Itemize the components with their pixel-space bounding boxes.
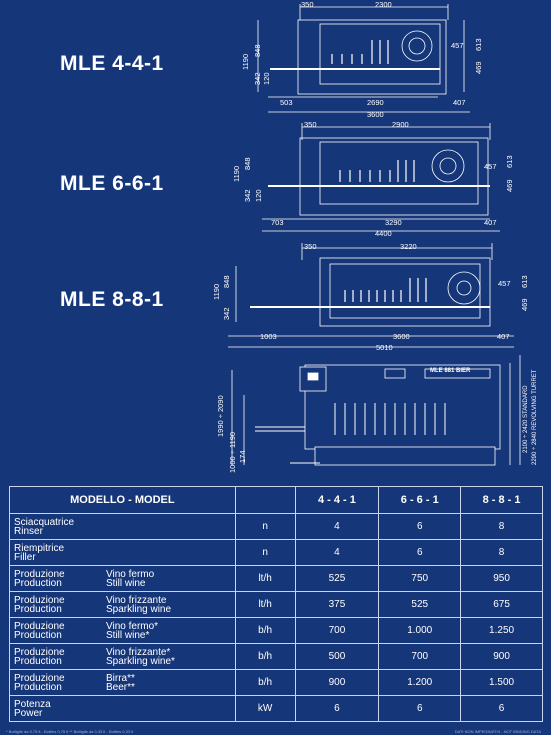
row-value-2: 6 <box>379 514 461 540</box>
dim-h3: 174 <box>238 450 247 463</box>
dim-top-b: 2300 <box>375 0 392 9</box>
dim-h1: 1190 <box>232 165 241 182</box>
dim-h3: 342 <box>222 307 231 320</box>
row-value-3: 8 <box>461 540 543 566</box>
row-value-3: 1.500 <box>461 670 543 696</box>
dim-r1: 457 <box>484 162 497 171</box>
header-col-3: 8 - 8 - 1 <box>461 487 543 514</box>
row-value-1: 500 <box>295 644 379 670</box>
table-row <box>10 618 543 644</box>
header-col-2: 6 - 6 - 1 <box>379 487 461 514</box>
row-value-3: 6 <box>461 696 543 722</box>
drawing-front-view <box>0 355 551 483</box>
dim-b3: 407 <box>453 98 466 107</box>
model-title-6-6-1: MLE 6-6-1 <box>60 172 164 195</box>
row-label: Produzione Production Birra** Beer** <box>10 670 236 696</box>
row-value-2: 1.000 <box>379 618 461 644</box>
row-value-1: 4 <box>295 514 379 540</box>
row-value-2: 525 <box>379 592 461 618</box>
dim-top-a: 350 <box>304 120 317 129</box>
dim-b3: 407 <box>497 332 510 341</box>
dim-b3: 407 <box>484 218 497 227</box>
dim-top-b: 3220 <box>400 242 417 251</box>
dim-r3: 469 <box>505 179 514 192</box>
table-row <box>10 514 543 540</box>
dim-top-a: 350 <box>301 0 314 9</box>
machine-front-outline <box>0 355 551 483</box>
dim-r1: 2100 ÷ 2420 STANDARD <box>523 385 529 453</box>
dim-r1: 457 <box>451 41 464 50</box>
dim-b1: 503 <box>280 98 293 107</box>
table-header-row <box>10 487 543 514</box>
row-value-1: 700 <box>295 618 379 644</box>
dim-r2: 613 <box>474 38 483 51</box>
drawing-mle-6-6-1 <box>0 120 551 240</box>
row-label: Sciacquatrice Rinser <box>10 514 236 540</box>
row-unit: n <box>235 514 295 540</box>
row-label: Produzione Production Vino frizzante Sparkling wine <box>10 592 236 618</box>
dim-b2: 3290 <box>385 218 402 227</box>
row-value-2: 700 <box>379 644 461 670</box>
row-value-1: 4 <box>295 540 379 566</box>
row-value-2: 6 <box>379 696 461 722</box>
dim-h2: 848 <box>222 275 231 288</box>
header-model: MODELLO - MODEL <box>10 487 236 514</box>
row-unit: b/h <box>235 644 295 670</box>
dim-r3: 469 <box>520 298 529 311</box>
footnote-right: DATI NON IMPEGNATIVI - NOT BINDING DATA <box>454 729 541 734</box>
row-label: Potenza Power <box>10 696 236 722</box>
row-value-3: 8 <box>461 514 543 540</box>
row-value-1: 900 <box>295 670 379 696</box>
footnote: * Bottiglie da 0,75 lt - Bottles 0,75 lt ** Bottiglie da 0,33 lt - Bottles 0,33 lt <box>6 729 134 734</box>
model-title-4-4-1: MLE 4-4-1 <box>60 52 164 75</box>
dim-r2: 2290 ÷ 2840 REVOLVING TURRET <box>532 369 538 465</box>
dim-b1: 703 <box>271 218 284 227</box>
header-col-1: 4 - 4 - 1 <box>295 487 379 514</box>
dim-h4: 120 <box>254 189 263 202</box>
table-row <box>10 670 543 696</box>
row-value-3: 950 <box>461 566 543 592</box>
dim-r2: 613 <box>520 275 529 288</box>
row-unit: lt/h <box>235 566 295 592</box>
spec-table <box>9 486 543 722</box>
dim-top-b: 2900 <box>392 120 409 129</box>
dim-r1: 457 <box>498 279 511 288</box>
row-unit: kW <box>235 696 295 722</box>
row-unit: b/h <box>235 618 295 644</box>
dim-h3: 342 <box>243 189 252 202</box>
row-label: Produzione Production Vino fermo* Still wine* <box>10 618 236 644</box>
dim-h2: 1000 ÷ 1190 <box>228 431 237 473</box>
dim-h4: 120 <box>262 72 271 85</box>
table-row <box>10 540 543 566</box>
row-label: Produzione Production Vino frizzante* Sparkling wine* <box>10 644 236 670</box>
row-value-3: 675 <box>461 592 543 618</box>
dim-top-a: 350 <box>304 242 317 251</box>
table-row <box>10 592 543 618</box>
row-label: Produzione Production Vino fermo Still wine <box>10 566 236 592</box>
machine-outline-1 <box>0 0 551 125</box>
dim-h1: 1190 <box>212 283 221 300</box>
row-label: Riempitrice Filler <box>10 540 236 566</box>
dim-r3: 469 <box>474 61 483 74</box>
row-value-2: 1.200 <box>379 670 461 696</box>
row-unit: n <box>235 540 295 566</box>
dim-h1: 1190 <box>241 53 250 70</box>
row-value-1: 525 <box>295 566 379 592</box>
table-row <box>10 696 543 722</box>
table-row <box>10 566 543 592</box>
dim-total: 5010 <box>376 343 393 352</box>
table-row <box>10 644 543 670</box>
dim-r2: 613 <box>505 155 514 168</box>
machine-nameplate: MLE 881 BIER <box>430 368 471 374</box>
table-body <box>10 514 543 722</box>
model-title-8-8-1: MLE 8-8-1 <box>60 288 164 311</box>
dim-h2: 848 <box>253 44 262 57</box>
row-value-2: 6 <box>379 540 461 566</box>
dim-total: 4400 <box>375 229 392 238</box>
dim-b2: 3600 <box>393 332 410 341</box>
row-unit: lt/h <box>235 592 295 618</box>
row-value-3: 900 <box>461 644 543 670</box>
drawing-mle-8-8-1 <box>0 238 551 356</box>
dim-b1: 1003 <box>260 332 277 341</box>
dim-h3: 342 <box>253 72 262 85</box>
row-value-3: 1.250 <box>461 618 543 644</box>
row-value-1: 6 <box>295 696 379 722</box>
row-value-2: 750 <box>379 566 461 592</box>
drawing-mle-4-4-1 <box>0 0 551 125</box>
row-value-1: 375 <box>295 592 379 618</box>
dim-b2: 2690 <box>367 98 384 107</box>
dim-h1: 1990 ÷ 2090 <box>216 395 225 437</box>
row-unit: b/h <box>235 670 295 696</box>
dim-total: 3600 <box>367 110 384 119</box>
dim-h2: 848 <box>243 157 252 170</box>
